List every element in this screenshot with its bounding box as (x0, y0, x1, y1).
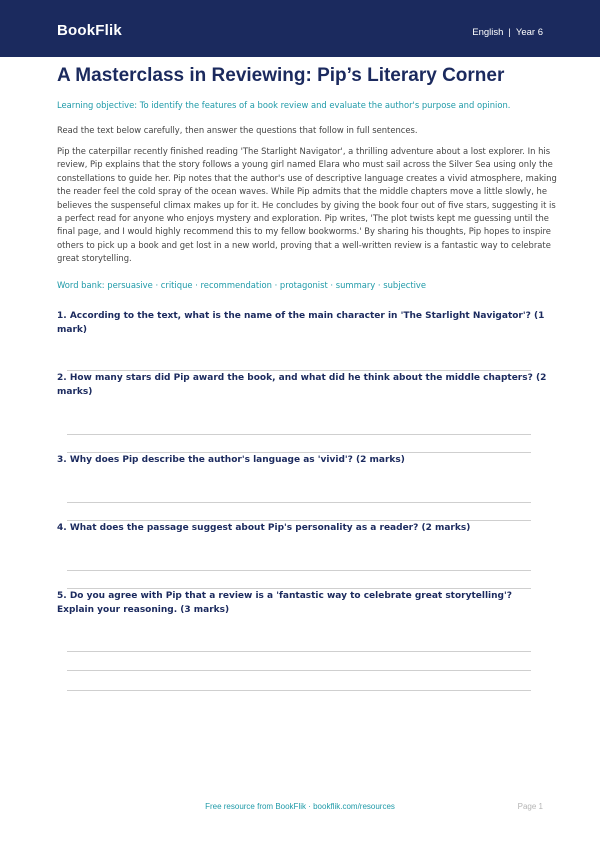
answer-line[interactable] (67, 690, 531, 691)
answer-line[interactable] (67, 452, 531, 453)
page-title: A Masterclass in Reviewing: Pip’s Literary Corner (57, 65, 505, 86)
answer-line[interactable] (67, 520, 531, 521)
page-number: Page 1 (517, 802, 543, 811)
question-4: 4. What does the passage suggest about Pip's personality as a reader? (2 marks) (57, 523, 471, 533)
learning-objective: Learning objective: To identify the features of a book review and evaluate the author's purpose and opinion. (57, 100, 511, 110)
meta-separator: | (508, 27, 511, 38)
answer-line[interactable] (67, 570, 531, 571)
question-5: 5. Do you agree with Pip that a review is a 'fantastic way to celebrate great storytelling'? Explain your reasoning. (3 marks) (57, 591, 512, 615)
subject-year-label (472, 27, 543, 38)
footer-credit[interactable]: Free resource from BookFlik · bookflik.com/resources (205, 802, 395, 811)
answer-line[interactable] (67, 670, 531, 671)
answer-line[interactable] (67, 588, 531, 589)
brand-logo: BookFlik (57, 22, 122, 39)
question-2: 2. How many stars did Pip award the book, and what did he think about the middle chapters? (2 marks) (57, 373, 547, 397)
instructions: Read the text below carefully, then answer the questions that follow in full sentences. (57, 125, 418, 135)
word-bank: Word bank: persuasive · critique · recommendation · protagonist · summary · subjective (57, 280, 427, 290)
answer-line[interactable] (67, 434, 531, 435)
header-bar (0, 0, 600, 57)
year-label: Year 6 (515, 27, 543, 38)
reading-passage: Pip the caterpillar recently finished reading 'The Starlight Navigator', a thrilling adventure about a lost explorer. In his review, Pip explains that the story follows a young girl named Elara who must sail across the Silver Sea using only the constellations to guide her. Pip notes that the author's use of descriptive language creates a vivid atmosphere, making the reader feel the cold spray of the ocean waves. While Pip admits that the middle chapters move a little slowly, he believes the suspenseful climax makes up for it. He concludes by giving the book four out of five stars, suggesting it is a perfect read for anyone who enjoys mystery and exploration. Pip writes, 'The plot twists kept me guessing until the final page, and I would highly recommend this to my fellow bookworms.' By sharing his thoughts, Pip hopes to inspire others to pick up a book and get lost in a new world, proving that a well-written review is a fantastic way to celebrate great storytelling. (57, 146, 557, 264)
subject-label: English (472, 27, 504, 38)
answer-line[interactable] (67, 651, 531, 652)
answer-line[interactable] (67, 502, 531, 503)
question-1: 1. According to the text, what is the name of the main character in 'The Starlight Navigator'? (1 mark) (57, 311, 545, 335)
answer-line[interactable] (67, 370, 531, 371)
question-3: 3. Why does Pip describe the author's language as 'vivid'? (2 marks) (57, 455, 405, 465)
